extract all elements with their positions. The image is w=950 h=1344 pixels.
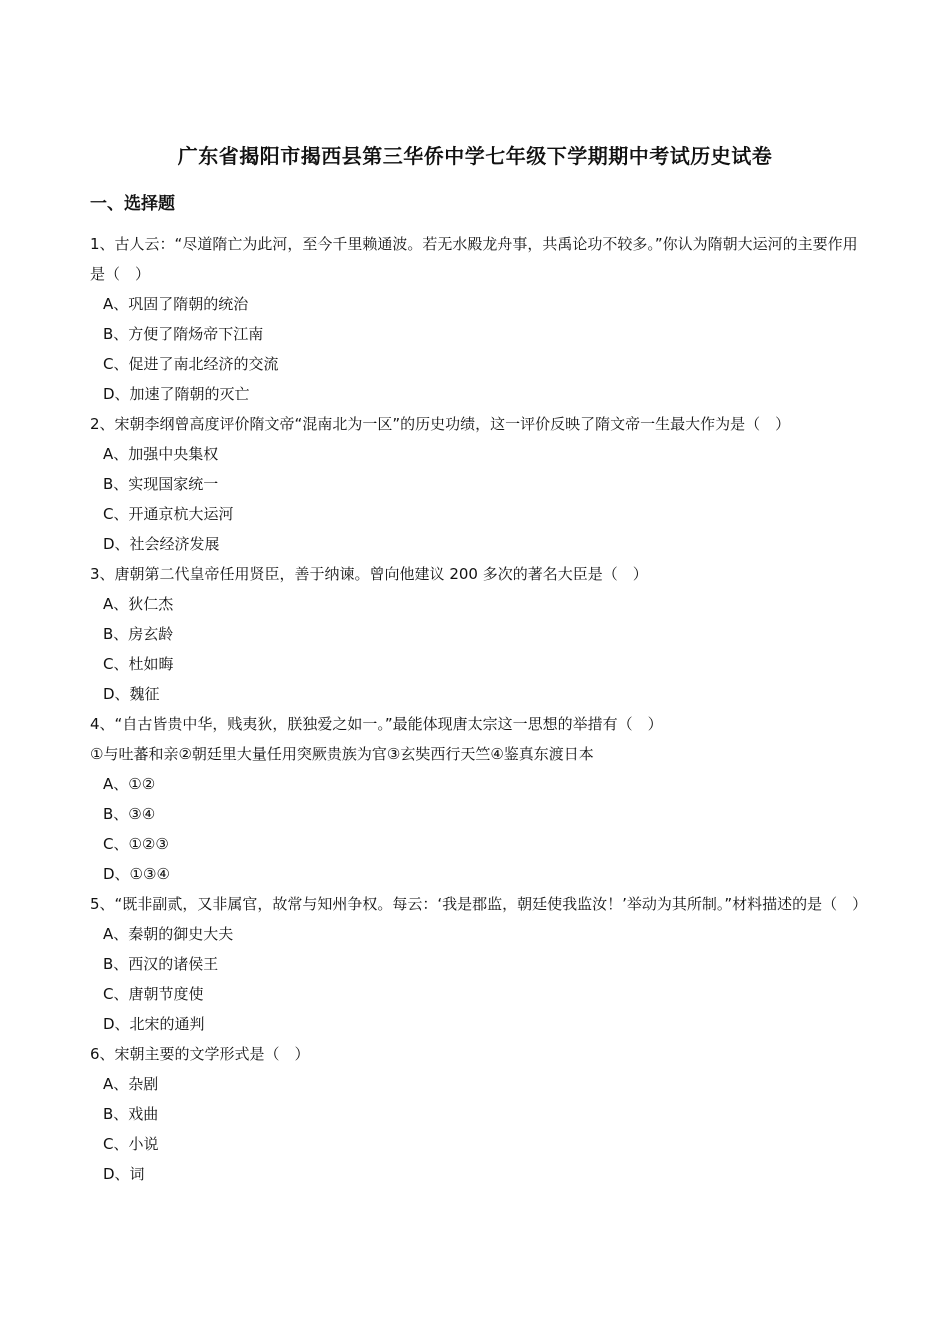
section-heading: 一、选择题	[90, 194, 175, 214]
question-3	[90, 559, 862, 709]
option-a: A、狄仁杰	[103, 595, 174, 613]
option-a: A、秦朝的御史大夫	[103, 925, 234, 943]
option-a: A、①②	[103, 775, 156, 793]
option-c: C、①②③	[103, 835, 169, 853]
option-d: D、社会经济发展	[103, 535, 220, 553]
option-b: B、③④	[103, 805, 156, 823]
question-6	[90, 1039, 862, 1189]
option-c: C、唐朝节度使	[103, 985, 204, 1003]
question-4	[90, 709, 862, 889]
question-stem: 1、古人云：“尽道隋亡为此河，至今千里赖通波。若无水殿龙舟事，共禹论功不较多。”你认为隋朝大运河的主要作用是（ ）	[90, 235, 858, 283]
question-5	[90, 889, 868, 1039]
option-a: A、巩固了隋朝的统治	[103, 295, 249, 313]
option-c: C、杜如晦	[103, 655, 174, 673]
page-title: 广东省揭阳市揭西县第三华侨中学七年级下学期期中考试历史试卷	[177, 144, 773, 168]
option-b: B、实现国家统一	[103, 475, 219, 493]
option-d: D、北宋的通判	[103, 1015, 205, 1033]
question-stem: 6、宋朝主要的文学形式是（ ）	[90, 1045, 310, 1063]
option-c: C、小说	[103, 1135, 159, 1153]
option-b: B、戏曲	[103, 1105, 159, 1123]
option-d: D、词	[103, 1165, 145, 1183]
option-d: D、①③④	[103, 865, 170, 883]
option-b: B、西汉的诸侯王	[103, 955, 219, 973]
option-a: A、加强中央集权	[103, 445, 219, 463]
option-a: A、杂剧	[103, 1075, 159, 1093]
option-b: B、房玄龄	[103, 625, 174, 643]
question-2	[90, 409, 862, 559]
question-statements: ①与吐蕃和亲②朝廷里大量任用突厥贵族为官③玄奘西行天竺④鉴真东渡日本	[90, 745, 594, 763]
question-list	[90, 229, 868, 1189]
question-stem: 4、“自古皆贵中华，贱夷狄，朕独爱之如一。”最能体现唐太宗这一思想的举措有（ ）	[90, 715, 663, 733]
option-d: D、魏征	[103, 685, 160, 703]
question-stem: 5、“既非副贰，又非属官，故常与知州争权。每云：‘我是郡监，朝廷使我监汝！’举动为其所制。”材料描述的是（ ）	[90, 895, 868, 913]
option-c: C、开通京杭大运河	[103, 505, 234, 523]
question-1	[90, 229, 862, 409]
option-c: C、促进了南北经济的交流	[103, 355, 279, 373]
option-b: B、方便了隋炀帝下江南	[103, 325, 264, 343]
option-d: D、加速了隋朝的灭亡	[103, 385, 250, 403]
question-stem: 3、唐朝第二代皇帝任用贤臣，善于纳谏。曾向他建议 200 多次的著名大臣是（ ）	[90, 565, 648, 583]
question-stem: 2、宋朝李纲曾高度评价隋文帝“混南北为一区”的历史功绩，这一评价反映了隋文帝一生最大作为是（ ）	[90, 415, 791, 433]
